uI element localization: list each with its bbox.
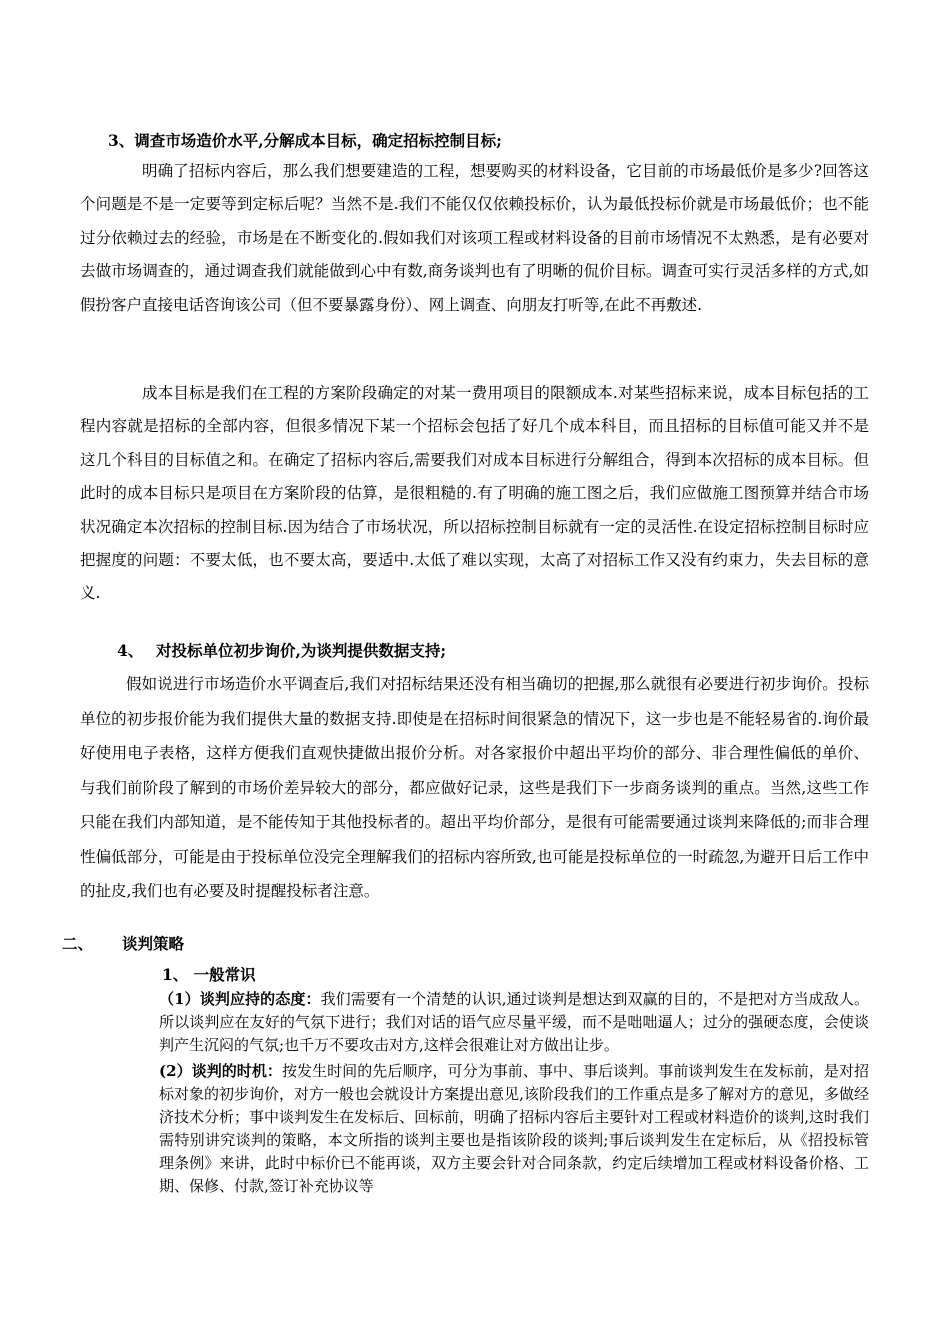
section-4-paragraph: 假如说进行市场造价水平调查后,我们对招标结果还没有相当确切的把握,那么就很有必要进行初步询价。投标单位的初步报价能为我们提供大量的数据支持.即使是在招标时间很紧急的情况下，这一步也是不能轻易省的.询价最好使用电子表格，这样方便我们直观快捷做出报价分析。对各家报价中超出平均价的部分、非合理性偏低的单价、与我们前阶段了解到的市场价差异较大的部分，都应做好记录，这些是我们下一步商务谈判的重点。当然,这些工作只能在我们内部知道，是不能传知于其他投标者的。超出平均价部分，是很有可能需要通过谈判来降低的;而非合理性偏低部分，可能是由于投标单位没完全理解我们的招标内容所致,也可能是投标单位的一时疏忽,为避开日后工作中的扯皮,我们也有必要及时提醒投标者注意。 <box>80 675 869 900</box>
item-1-label: （1）谈判应持的态度： <box>159 990 321 1008</box>
item-2-text: 按发生时间的先后顺序，可分为事前、事中、事后谈判。事前谈判发生在发标前，是对招标对象的初步询价，对方一般也会就设计方案提出意见,该阶段我们的工作重点是多了解对方的意见，多做经济技术分析；事中谈判发生在发标后、回标前，明确了招标内容后主要针对工程或材料造价的谈判,这时我们需特别讲究谈判的策略，本文所指的谈判主要也是指该阶段的谈判;事后谈判发生在定标后，从《招投标管理条例》来讲，此时中标价已不能再谈，双方主要会针对合同条款，约定后续增加工程或材料设备价格、工期、保修、付款,签订补充协议等 <box>159 1062 869 1195</box>
subsection-1-heading: 1、 一般常识 <box>162 965 256 984</box>
item-2-label: (2）谈判的时机： <box>159 1062 282 1080</box>
item-2-paragraph <box>159 1060 869 1198</box>
section-3-paragraph-2: 成本目标是我们在工程的方案阶段确定的对某一费用项目的限额成本.对某些招标来说，成本目标包括的工程内容就是招标的全部内容，但很多情况下某一个招标会包括了好几个成本科目，而且招标的目标值可能又并不是这几个科目的目标值之和。在确定了招标内容后,需要我们对成本目标进行分解组合，得到本次招标的成本目标。但此时的成本目标只是项目在方案阶段的估算，是很粗糙的.有了明确的施工图之后，我们应做施工图预算并结合市场状况确定本次招标的控制目标.因为结合了市场状况，所以招标控制目标就有一定的灵活性.在设定招标控制目标时应把握度的问题：不要太低，也不要太高，要适中.太低了难以实现，太高了对招标工作又没有约束力，失去目标的意义. <box>80 384 869 603</box>
item-1-paragraph <box>159 988 869 1057</box>
section-3-heading: 3、调查市场造价水平,分解成本目标，确定招标控制目标; <box>108 131 502 150</box>
section-4-heading: 对投标单位初步询价,为谈判提供数据支持; <box>156 641 447 660</box>
section-two-heading: 谈判策略 <box>122 934 185 953</box>
section-4-number: 4、 <box>117 641 144 660</box>
section-two-number: 二、 <box>62 934 94 953</box>
item-1-text: 我们需要有一个清楚的认识,通过谈判是想达到双赢的目的，不是把对方当成敌人。所以谈判应在友好的气氛下进行；我们对话的语气应尽量平缓，而不是咄咄逼人；过分的强硬态度，会使谈判产生沉闷的气氛;也千万不要攻击对方,这样会很难让对方做出让步。 <box>159 990 869 1054</box>
section-3-paragraph-1: 明确了招标内容后，那么我们想要建造的工程，想要购买的材料设备，它目前的市场最低价是多少?回答这个问题是不是一定要等到定标后呢？当然不是.我们不能仅仅依赖投标价，认为最低投标价就是市场最低价；也不能过分依赖过去的经验，市场是在不断变化的.假如我们对该项工程或材料设备的目前市场情况不太熟悉，是有必要对去做市场调查的，通过调查我们就能做到心中有数,商务谈判也有了明晰的侃价目标。调查可实行灵活多样的方式,如假扮客户直接电话咨询该公司（但不要暴露身份）、网上调查、向朋友打听等,在此不再敷述. <box>80 162 869 314</box>
